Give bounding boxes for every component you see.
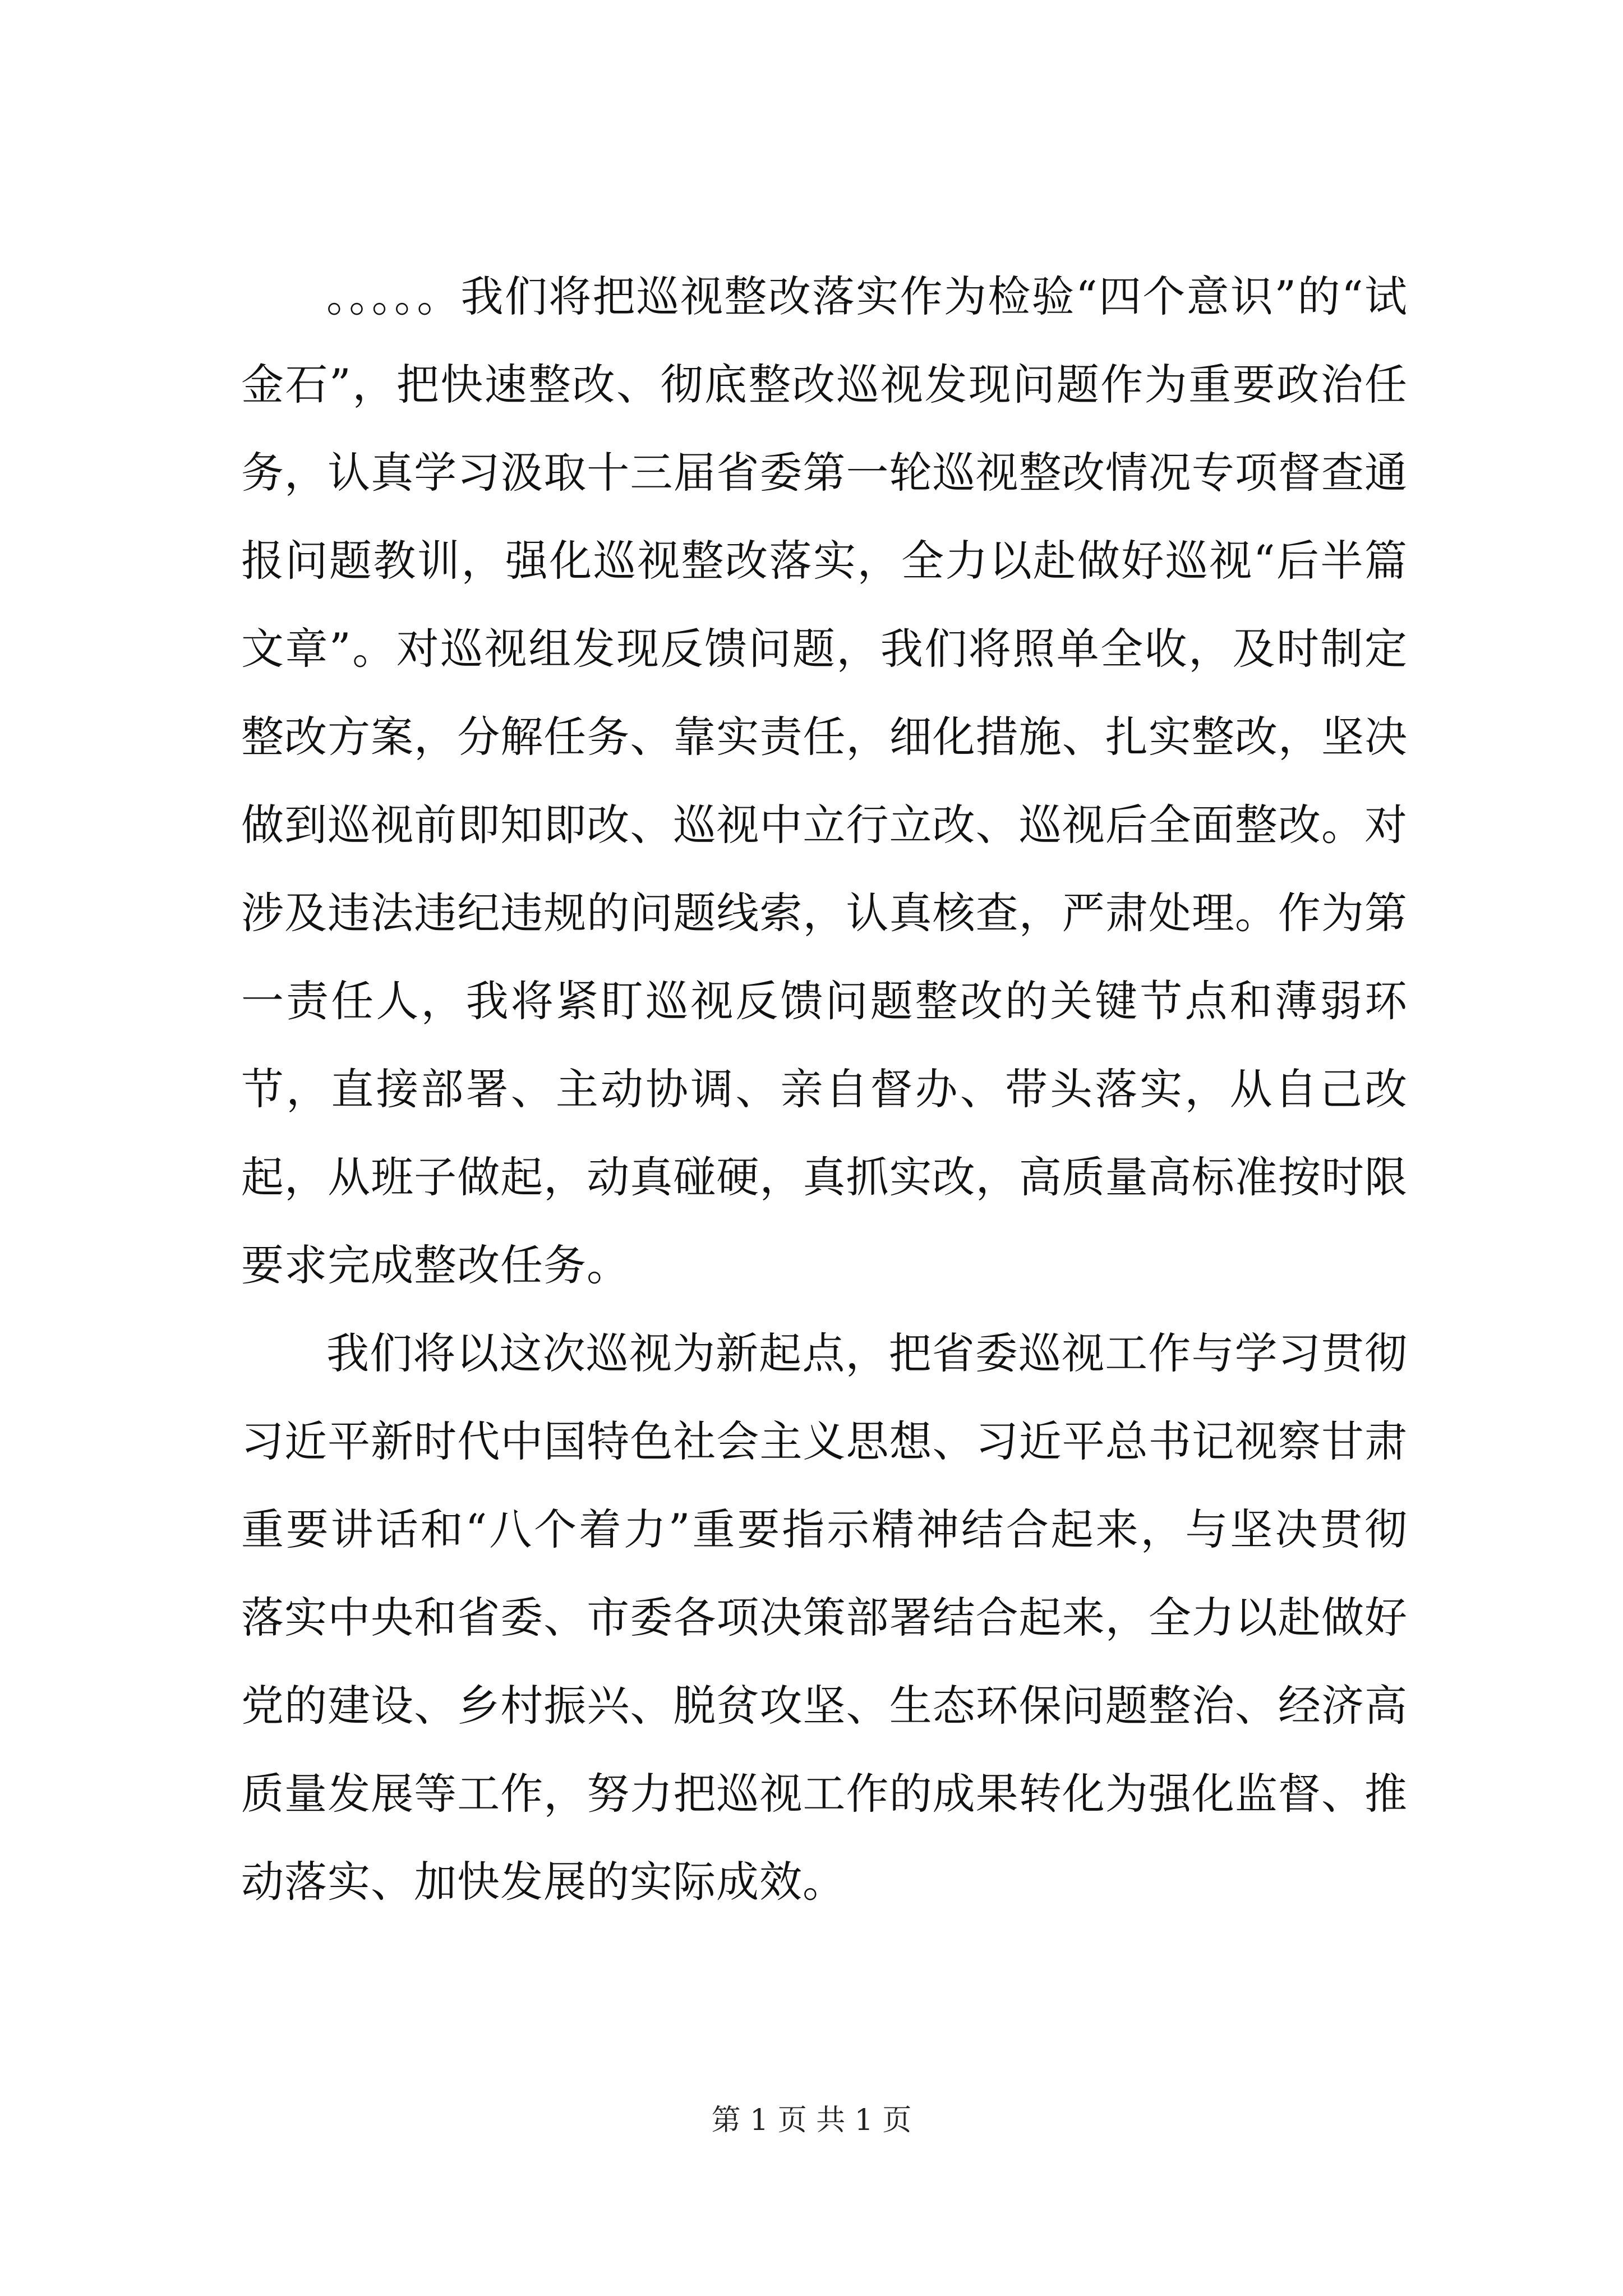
paragraph-1: 。。。。。我们将把巡视整改落实作为检验“四个意识”的“试金石”，把快速整改、彻底整改巡视发现问题作为重要政治任务，认真学习汲取十三届省委第一轮巡视整改情况专项督查通报问题教训，强化巡视整改落实，全力以赴做好巡视“后半篇文章”。对巡视组发现反馈问题，我们将照单全收，及时制定整改方案，分解任务、靠实责任，细化措施、扎实整改，坚决做到巡视前即知即改、巡视中立行立改、巡视后全面整改。对涉及违法违纪违规的问题线索，认真核查，严肃处理。作为第一责任人，我将紧盯巡视反馈问题整改的关键节点和薄弱环节，直接部署、主动协调、亲自督办、带头落实，从自己改起，从班子做起，动真碰硬，真抓实改，高质量高标准按时限要求完成整改任务。: [241, 272, 1408, 1290]
document-body: [241, 252, 1408, 1926]
paragraph-2: 我们将以这次巡视为新起点，把省委巡视工作与学习贯彻习近平新时代中国特色社会主义思想、习近平总书记视察甘肃重要讲话和“八个着力”重要指示精神结合起来，与坚决贯彻落实中央和省委、市委各项决策部署结合起来，全力以赴做好党的建设、乡村振兴、脱贫攻坚、生态环保问题整治、经济高质量发展等工作，努力把巡视工作的成果转化为强化监督、推动落实、加快发展的实际成效。: [241, 1328, 1408, 1907]
page-footer: 第 1 页 共 1 页: [711, 2104, 912, 2137]
